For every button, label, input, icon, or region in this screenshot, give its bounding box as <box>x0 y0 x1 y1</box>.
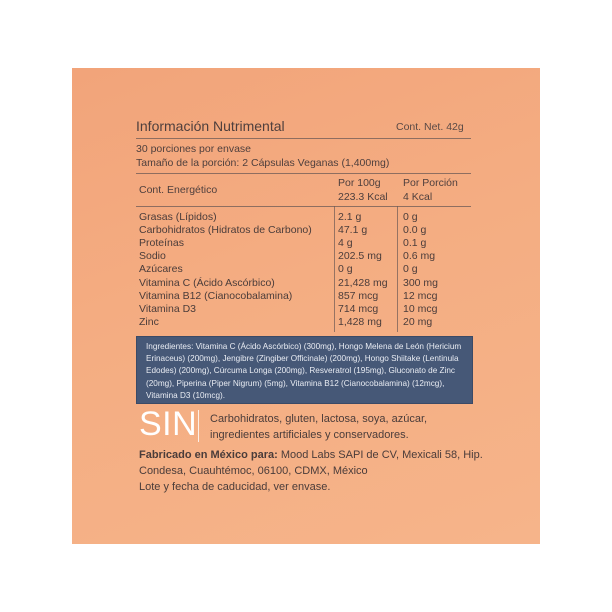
nutrient-name: Azúcares <box>139 263 183 276</box>
lot-info: Lote y fecha de caducidad, ver envase. <box>139 481 331 493</box>
column-divider-1 <box>334 206 335 332</box>
energy-col1-header: Por 100g <box>338 177 381 189</box>
nutrient-per-100g: 857 mcg <box>338 289 379 302</box>
nutrient-per-serving: 0 g <box>403 263 418 276</box>
ingredients-text: Ingredientes: Vitamina C (Ácido Ascórbico) (300mg), Hongo Melena de León (Hericium Erinaceus) (200mg), Jengibre (Zingiber Officinale) (200mg), Hongo Shiitake (Lentinula Edodes) (200mg), Cúrcuma Longa (200mg), Resveratrol (195mg), Gluconato de Zinc (20mg), Piperina (Piper Nigrum) (5mg), Vitamina B12 (Cianocobalamina) (12mcg), Vitamina D3 (10mcg). <box>146 342 462 400</box>
servings-per-container: 30 porciones por envase <box>136 143 251 155</box>
nutrient-per-serving: 0 g <box>403 211 418 223</box>
nutrient-name: Zinc <box>139 315 159 328</box>
nutrient-per-serving: 0.0 g <box>403 224 427 237</box>
energy-col2-header: Por Porción <box>403 177 458 189</box>
column-divider-2 <box>397 206 398 332</box>
nutrient-per-100g: 21,428 mg <box>338 276 388 289</box>
nutrient-name: Vitamina D3 <box>139 302 197 315</box>
manufacturer-info <box>139 447 484 479</box>
sin-label: SIN <box>139 405 198 443</box>
nutrient-per-serving: 20 mg <box>403 315 433 328</box>
nutrient-per-serving: 0.6 mg <box>403 250 436 263</box>
divider-top <box>136 138 471 139</box>
nutrient-per-serving: 10 mcg <box>403 302 438 315</box>
nutrient-per-100g: 1,428 mg <box>338 315 382 328</box>
manufacturer-text: Mood Labs SAPI de CV, Mexicali 58, Hip. Condesa, Cuauhtémoc, 06100, CDMX, México <box>139 449 483 477</box>
nutrient-name: Carbohidratos (Hidratos de Carbono) <box>139 224 312 237</box>
nutrient-per-100g: 47.1 g <box>338 224 368 237</box>
panel-title: Información Nutrimental <box>136 118 285 134</box>
energy-col1-value: 223.3 Kcal <box>338 191 388 203</box>
net-content: Cont. Net. 42g <box>396 121 464 133</box>
nutrient-per-serving: 300 mg <box>403 276 439 289</box>
sin-divider <box>198 410 199 442</box>
nutrient-name: Vitamina C (Ácido Ascórbico) <box>139 276 275 289</box>
energy-col2-value: 4 Kcal <box>403 191 433 203</box>
nutrient-per-100g: 714 mcg <box>338 302 379 315</box>
sin-text: Carbohidratos, gluten, lactosa, soya, azúcar, ingredientes artificiales y conservadores. <box>210 413 428 441</box>
manufacturer-label: Fabricado en México para: <box>139 449 278 461</box>
energy-label: Cont. Energético <box>139 184 218 196</box>
nutrient-per-100g: 2.1 g <box>338 211 362 223</box>
nutrient-name: Sodio <box>139 250 166 263</box>
nutrient-per-serving: 12 mcg <box>403 289 438 302</box>
nutrient-per-serving: 0.1 g <box>403 237 427 250</box>
nutrient-per-100g: 0 g <box>338 263 353 276</box>
divider-energy <box>136 206 471 207</box>
nutrient-name: Vitamina B12 (Cianocobalamina) <box>139 289 293 302</box>
serving-size: Tamaño de la porción: 2 Cápsulas Veganas (1,400mg) <box>136 157 390 169</box>
nutrient-per-100g: 202.5 mg <box>338 250 382 263</box>
nutrient-name: Grasas (Lípidos) <box>139 211 217 223</box>
divider-servings <box>136 173 471 174</box>
nutrient-name: Proteínas <box>139 237 184 250</box>
nutrient-per-100g: 4 g <box>338 237 353 250</box>
